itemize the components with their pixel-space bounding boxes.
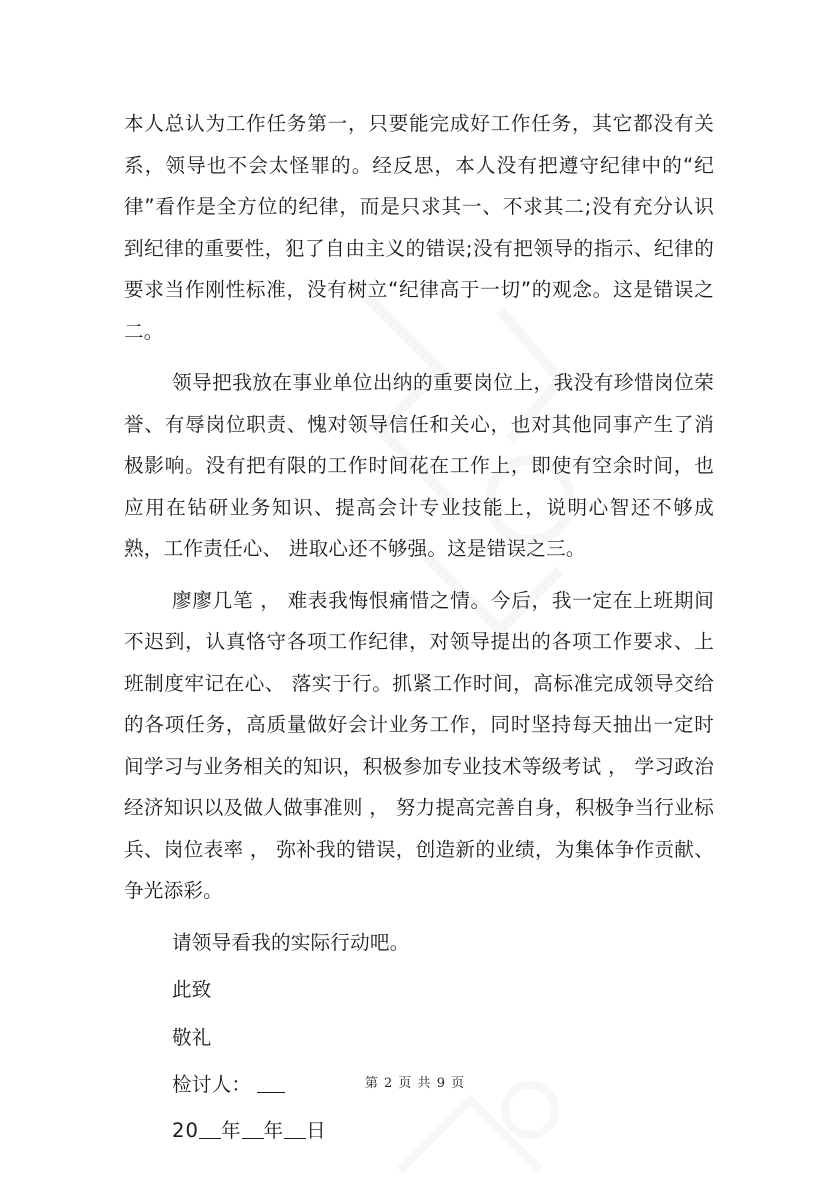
date-prefix: 20 [172,1118,199,1142]
paragraph-1: 本人总认为工作任务第一，只要能完成好工作任务，其它都没有关系，领导也不会太怪罪的。经反思，本人没有把遵守纪律中的“纪律”看作是全方位的纪律，而是只求其一、不求其二;没有充分认识到纪律的重要性，犯了自由主义的错误;没有把领导的指示、纪律的要求当作刚性标准，没有树立“纪律高于一切”的观念。这是错误之二。 [124,112,714,343]
date-day: 日 [306,1118,327,1142]
year-blank [199,1120,221,1139]
paragraph-2: 领导把我放在事业单位出纳的重要岗位上，我没有珍惜岗位荣誉、有辱岗位职责、愧对领导信任和关心，也对其他同事产生了消极影响。没有把有限的工作时间花在工作上，即使有空余时间，也应用在钻研业务知识、提高会计专业技能上，说明心智还不够成熟，工作责任心、 进取心还不够强。这是错误之三。 [124,371,714,560]
date-month: 年 [263,1118,285,1142]
salutation-1: 此致 [172,978,212,1001]
salutation-2: 敬礼 [172,1025,212,1049]
day-blank [284,1120,306,1139]
signer-label: 检讨人： [172,1073,252,1096]
page-indicator: 第 2 页 共 9 页 [364,1076,466,1091]
month-blank [242,1120,264,1139]
closing-request: 请领导看我的实际行动吧。 [172,930,410,954]
date-line [124,1110,714,1152]
paragraph-3: 廖廖几笔 ， 难表我悔恨痛惜之情。今后，我一定在上班期间不迟到，认真恪守各项工作纪律，对领导提出的各项工作要求、上班制度牢记在心、 落实于行。抓紧工作时间，高标准完成领导交给的各项任务，高质量做好会计业务工作，同时坚持每天抽出一定时间学习与业务相关的知识，积极参加专业技术等级考试 ， 学习政治经济知识以及做人做事准则 ， 努力提高完善自身，积极争当行业标兵、岗位表率 ， 弥补我的错误，创造新的业绩，为集体争作贡献、争光添彩。 [124,588,714,902]
date-year: 年 [220,1118,242,1142]
letter-body [124,103,714,1151]
